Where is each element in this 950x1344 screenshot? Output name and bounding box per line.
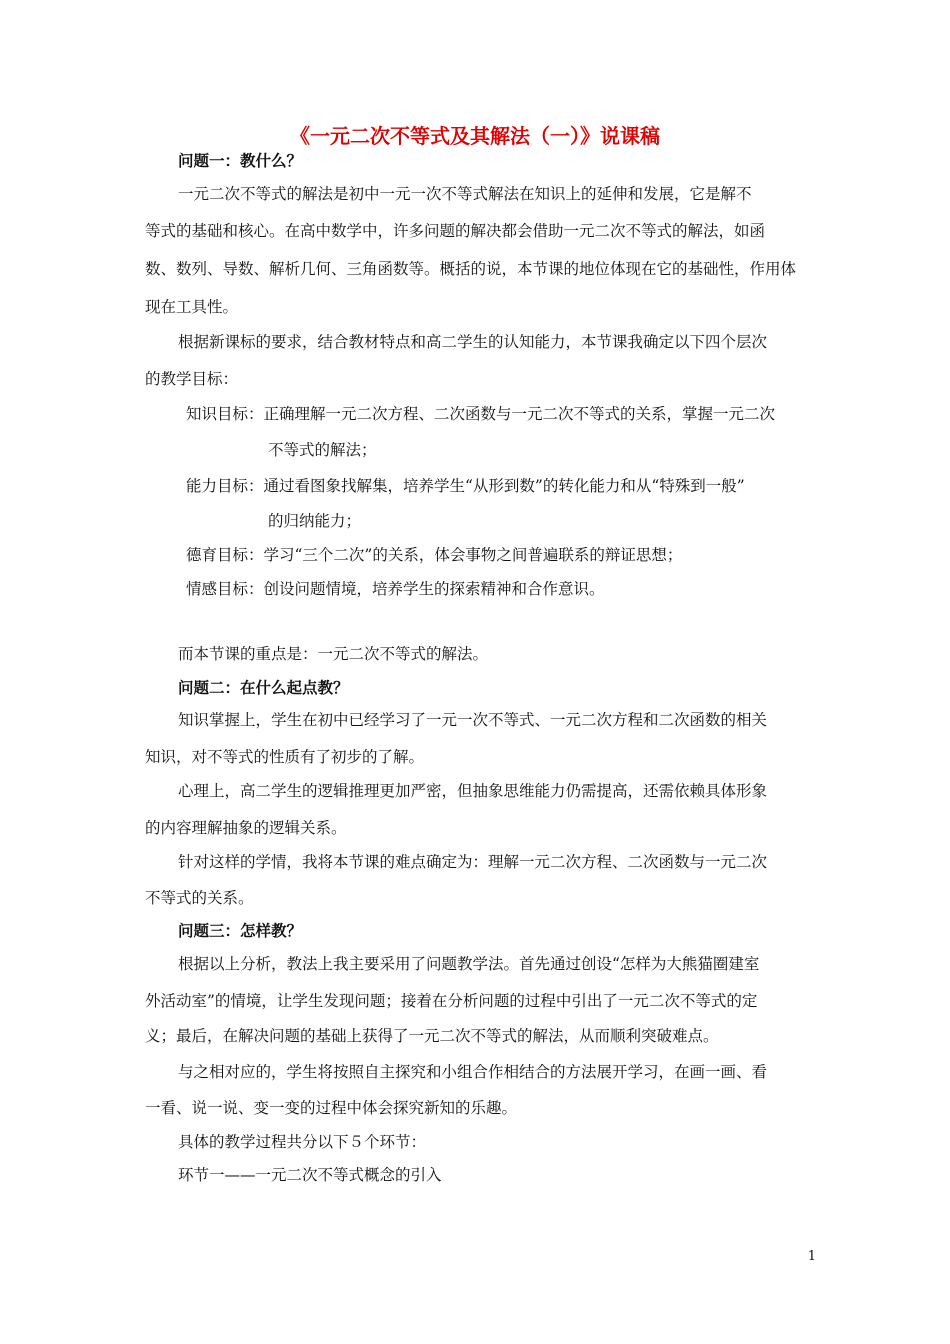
goal-moral: 德育目标：学习“三个二次”的关系，体会事物之间普遍联系的辩证思想； [186,546,683,564]
goal-ability-cont: 的归纳能力； [268,512,362,530]
page-number: 1 [807,1249,816,1264]
paragraph-line: 针对这样的学情，我将本节课的难点确定为：理解一元二次方程、二次函数与一元二次 [178,853,768,871]
paragraph-line: 不等式的关系。 [145,889,254,907]
paragraph-line: 具体的教学过程共分以下５个环节： [178,1133,427,1151]
paragraph-line: 根据以上分析，教法上我主要采用了问题教学法。首先通过创设“怎样为大熊猫圈建室 [178,955,760,973]
document-title: 《一元二次不等式及其解法（一）》说课稿 [290,124,660,148]
paragraph-line: 知识掌握上，学生在初中已经学习了一元一次不等式、一元二次方程和二次函数的相关 [178,711,768,729]
section-heading-q2: 问题二：在什么起点教？ [178,678,349,697]
paragraph-line: 数、数列、导数、解析几何、三角函数等。概括的说，本节课的地位体现在它的基础性，作用体 [145,260,797,278]
paragraph-line: 一元二次不等式的解法是初中一元一次不等式解法在知识上的延伸和发展，它是解不 [178,185,752,203]
focus-statement: 而本节课的重点是：一元二次不等式的解法。 [178,645,489,663]
paragraph-line: 的教学目标： [145,370,239,388]
paragraph-line: 环节一——一元二次不等式概念的引入 [178,1166,442,1184]
section-heading-q1: 问题一：教什么？ [178,151,303,170]
paragraph-line: 现在工具性。 [145,298,239,316]
paragraph-line: 的内容理解抽象的逻辑关系。 [145,819,347,837]
goal-knowledge-cont: 不等式的解法； [268,441,377,459]
paragraph-line: 心理上，高二学生的逻辑推理更加严密，但抽象思维能力仍需提高，还需依赖具体形象 [178,782,768,800]
goal-ability: 能力目标：通过看图象找解集，培养学生“从形到数”的转化能力和从“特殊到一般” [186,477,745,495]
paragraph-line: 义；最后，在解决问题的基础上获得了一元二次不等式的解法，从而顺利突破难点。 [145,1027,719,1045]
paragraph-line: 与之相对应的，学生将按照自主探究和小组合作相结合的方法展开学习，在画一画、看 [178,1063,768,1081]
section-heading-q3: 问题三：怎样教？ [178,921,303,940]
goal-knowledge: 知识目标：正确理解一元二次方程、二次函数与一元二次不等式的关系，掌握一元二次 [186,405,776,423]
paragraph-line: 外活动室”的情境，让学生发现问题；接着在分析问题的过程中引出了一元二次不等式的定 [145,992,758,1010]
paragraph-line: 知识，对不等式的性质有了初步的了解。 [145,748,425,766]
paragraph-line: 一看、说一说、变一变的过程中体会探究新知的乐趣。 [145,1099,518,1117]
paragraph-line: 等式的基础和核心。在高中数学中，许多问题的解决都会借助一元二次不等式的解法，如函 [145,222,766,240]
goal-emotion: 情感目标：创设问题情境，培养学生的探索精神和合作意识。 [186,580,605,598]
paragraph-line: 根据新课标的要求，结合教材特点和高二学生的认知能力，本节课我确定以下四个层次 [178,333,768,351]
